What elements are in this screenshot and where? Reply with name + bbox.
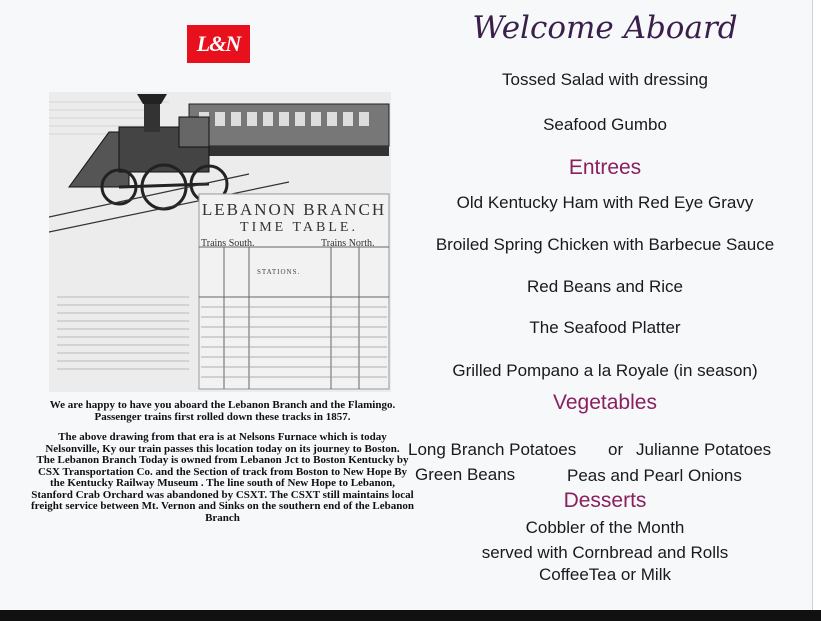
menu-item-drinks: CoffeeTea or Milk [539, 565, 671, 584]
vegetables-heading: Vegetables [553, 391, 657, 414]
menu-item-seafood-platter: The Seafood Platter [529, 318, 681, 337]
bottom-border [0, 610, 821, 621]
stations-header: STATIONS. [257, 268, 301, 276]
history-paragraph-1: We are happy to have you aboard the Lebanon Branch and the Flamingo. Passenger trains first rolled down these tracks in 1857. [49, 399, 396, 423]
menu-item-julianne-potatoes: Julianne Potatoes [636, 440, 772, 459]
menu-item-green-beans: Green Beans [415, 465, 516, 484]
menu-item-cobbler: Cobbler of the Month [525, 518, 685, 537]
timetable-title: LEBANON BRANCH [201, 200, 387, 219]
menu-item-or: or [608, 440, 624, 459]
engraving-illustration [49, 92, 391, 392]
welcome-title: Welcome Aboard [472, 10, 738, 46]
page-edge [812, 0, 821, 610]
menu-item-ham: Old Kentucky Ham with Red Eye Gravy [456, 193, 754, 212]
menu-item-pompano: Grilled Pompano a la Royale (in season) [452, 361, 758, 380]
train-cars [189, 104, 389, 156]
menu-item-chicken: Broiled Spring Chicken with Barbecue Sauce [435, 235, 775, 254]
menu-item-cornbread: served with Cornbread and Rolls [481, 543, 729, 562]
menu-item-salad: Tossed Salad with dressing [501, 70, 708, 89]
trains-north-label: Trains North. [321, 238, 375, 249]
menu-item-peas-onions: Peas and Pearl Onions [567, 466, 742, 485]
menu-item-long-branch-potatoes: Long Branch Potatoes [408, 440, 577, 459]
history-paragraph-3: The Lebanon Branch Today is owned from Lebanon Jct to Boston Kentucky by CSX Transportation Co. and the Section of track from Boston to New Hope By the Kentucky Railway Museum . The line south of New Hope to Lebanon, Stanford Crab Orchard was abandoned by CSXT. The CSXT still maintains local freight service between Mt. Vernon and Sinks on the southern end of the Lebanon Branch [31, 454, 414, 524]
timetable-subtitle: TIME TABLE. [240, 220, 358, 235]
ln-logo: L&N [187, 25, 250, 63]
trains-south-label: Trains South. [201, 238, 255, 249]
entrees-heading: Entrees [568, 156, 642, 179]
menu-item-gumbo: Seafood Gumbo [543, 115, 667, 134]
menu-item-red-beans: Red Beans and Rice [527, 277, 683, 296]
desserts-heading: Desserts [563, 489, 647, 512]
history-paragraph-2: The above drawing from that era is at Nelsons Furnace which is today Nelsonville, Ky our train passes this location today on its journey to Boston. [45, 431, 400, 455]
history-text [30, 400, 415, 533]
